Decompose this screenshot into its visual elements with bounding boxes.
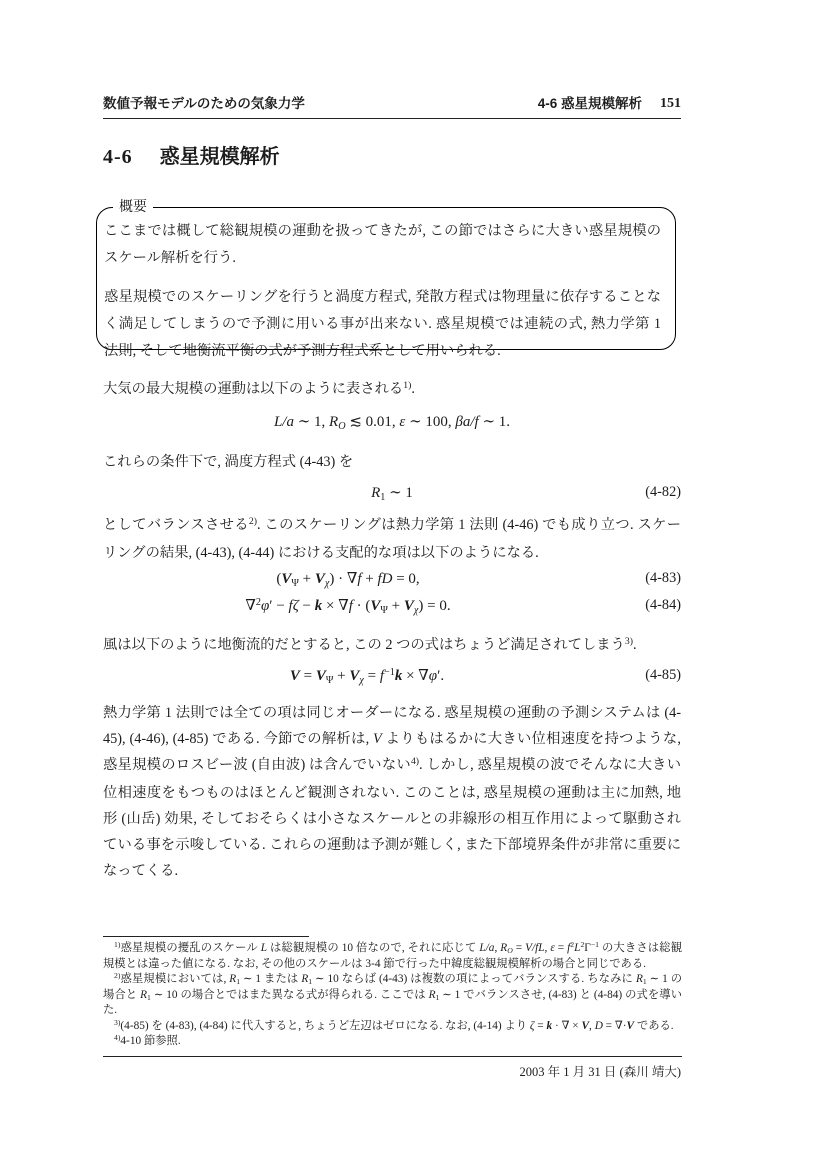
equation-4-83-number: (4-83) bbox=[645, 570, 681, 586]
section-title bbox=[103, 140, 280, 169]
footnotes bbox=[103, 941, 682, 1050]
section-title-text: 惑星規模解析 bbox=[159, 146, 280, 168]
footnote-1: $^{1)}$惑星規模の擾乱のスケール L は総観規模の 10 倍なので, それに応じて L/a, $R_O = V/fL$, $\varepsilon = f^2L^2\Gamma^{-1}$ の大きさは総観規模とは違った値になる. なお, その他のスケールは 3-4 節で行った中緯度総観規模解析の場合と同じである. bbox=[103, 940, 682, 970]
footer-date: 2003 年 1 月 31 日 (森川 靖大) bbox=[519, 1065, 681, 1079]
footnote-2: $^{2)}$惑星規模においては, $R_1$ ∼ 1 または $R_1$ ∼ 10 ならば (4-43) は複数の項によってバランスする. ちなみに $R_1$ ∼ 1 の場合と $R_1$ ∼ 10 の場合とではまた異なる式が得られる. ここでは $R_1$ ∼ 1 でバランスさせ, (4-83) と (4-84) の式を導いた. bbox=[103, 971, 682, 1016]
equation-4-85 bbox=[103, 666, 681, 685]
running-header bbox=[103, 92, 681, 119]
header-section-label: 4-6 惑星規模解析 bbox=[537, 96, 642, 111]
paragraph-intro: 大気の最大規模の運動は以下のように表される$^{1)}$. bbox=[103, 380, 415, 397]
equation-4-82 bbox=[103, 483, 681, 502]
paragraph-conditions: これらの条件下で, 渦度方程式 (4-43) を bbox=[103, 454, 354, 470]
footnote-4: $^{4)}$4-10 節参照. bbox=[114, 1033, 181, 1047]
page-number: 151 bbox=[660, 96, 681, 111]
equation-4-83-body: $(V_\Psi + V_\chi) \cdot \nabla f$ + fD = 0, bbox=[276, 571, 420, 590]
footnote-rule bbox=[103, 936, 309, 937]
section-number: 4-6 bbox=[103, 146, 133, 168]
footnote-3: $^{3)}$(4-85) を (4-83), (4-84) に代入すると, ちょうど左辺はゼロになる. なお, (4-14) より ζ = k · ∇ × V, D = ∇·V である. bbox=[114, 1017, 674, 1032]
equation-4-83 bbox=[103, 569, 681, 588]
equation-scales bbox=[103, 412, 681, 431]
equation-4-82-number: (4-82) bbox=[645, 484, 681, 500]
header-book-title: 数値予報モデルのための気象力学 bbox=[103, 96, 305, 111]
footer-rule bbox=[103, 1056, 682, 1057]
overview-paragraph-1: ここまでは概して総観規模の運動を扱ってきたが, この節ではさらに大きい惑星規模のスケール解析を行う. bbox=[104, 223, 661, 266]
header-right-group bbox=[538, 92, 681, 112]
paragraph-balance: としてバランスさせる$^{2)}$. このスケーリングは熱力学第 1 法則 (4-46) でも成り立つ. スケーリングの結果, (4-43), (4-44) における支配的な項は以下のようになる. bbox=[103, 516, 681, 561]
equation-4-84 bbox=[103, 596, 681, 615]
equation-4-84-body: $\nabla^2\varphi' - f\zeta - k \times \nabla f \cdot (V_\Psi + V_\chi) = 0$. bbox=[245, 596, 451, 617]
overview-paragraph-2: 惑星規模でのスケーリングを行うと渦度方程式, 発散方程式は物理量に依存することなく満足してしまうので予測に用いる事が出来ない. 惑星規模では連続の式, 熱力学第 1 法則, そして地衡流平衡の式が予測方程式系として用いられる. bbox=[104, 289, 661, 359]
equation-scales-body: L/a ∼ 1, $R_O$ ≲ 0.01, ε ∼ 100, βa/f ∼ 1. bbox=[273, 414, 511, 433]
paragraph-discussion: 熱力学第 1 法則では全ての項は同じオーダーになる. 惑星規模の運動の予測システムは (4-45), (4-46), (4-85) である. 今節での解析は, V よりもはるかに大きい位相速度を持つような, 惑星規模のロスビー波 (自由波) は含んでいない$^{4)}$. しかし, 惑星規模の波でそんなに大きい位相速度をもつものはほとんど観測されない. このことは, 惑星規模の運動は主に加熱, 地形 (山岳) 効果, そしておそらくは小さなスケールとの非線形の相互作用によって駆動されている事を示唆している. これらの運動は予測が難しく, また下部境界条件が非常に重要になってくる. bbox=[103, 705, 681, 879]
paragraph-geostrophic: 風は以下のように地衡流的だとすると, この 2 つの式はちょうど満足されてしまう$^{3)}$. bbox=[103, 636, 637, 653]
equation-4-85-number: (4-85) bbox=[645, 667, 681, 683]
equation-4-82-body: $R_1$ ∼ 1 bbox=[371, 485, 413, 504]
equation-4-85-body: $V = V_\Psi + V_\chi = f^{-1}k \times \nabla\varphi'$. bbox=[289, 666, 445, 687]
overview-box-label: 概要 bbox=[113, 198, 153, 217]
overview-box bbox=[96, 200, 676, 359]
equation-4-84-number: (4-84) bbox=[645, 597, 681, 613]
